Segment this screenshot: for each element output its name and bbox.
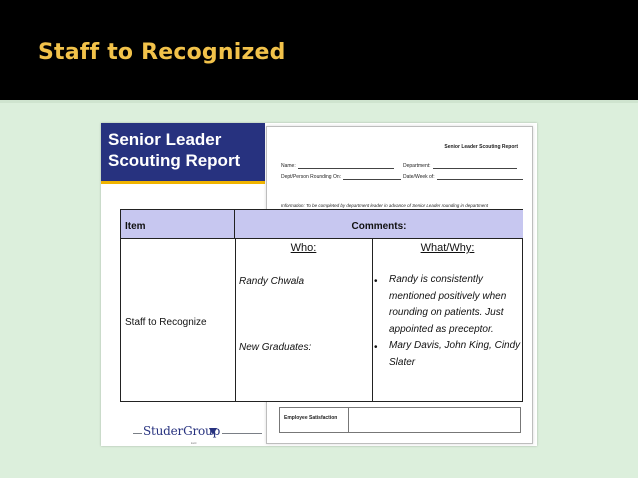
department-underline [433,163,517,169]
dept-rounding-underline [343,174,401,180]
employee-satisfaction-divider [348,408,349,432]
what-entry-1: Randy is consistently mentioned positively when rounding on patients. Just appointed as preceptor. [389,274,507,335]
subheader-who: Who: [290,242,317,254]
slide-title: Staff to Recognized [38,40,286,65]
report-header-banner [101,123,265,181]
document-instructions: Information: To be completed by department leader in advance of Senior Leader rounding in department [281,203,488,208]
recognition-table [120,209,523,402]
report-header-title [108,129,262,171]
date-underline [437,174,523,180]
department-field [403,163,517,169]
logo-triangle-icon [209,428,217,435]
logo-tagline: LLC [191,441,197,445]
name-field [281,163,394,169]
table-header-item: Item [121,210,235,239]
subheader-what-why: What/Why: [420,242,475,254]
bullet-marker-2: • [374,342,378,353]
what-entry-2: Mary Davis, John King, Cindy Slater [389,340,521,368]
report-header-title-line1: Senior Leader [108,130,222,149]
who-entry-2: New Graduates: [239,342,312,353]
row-label-staff-to-recognize: Staff to Recognize [125,317,207,328]
document-title: Senior Leader Scouting Report [444,144,518,150]
who-entry-1: Randy Chwala [239,276,305,287]
title-bar [0,0,638,103]
report-header-title-line2: Scouting Report [108,151,241,170]
dept-rounding-field [281,174,401,180]
employee-satisfaction-row [279,407,521,433]
department-label: Department: [403,163,431,169]
logo-line-right [222,433,262,434]
table-header-comments: Comments: [235,210,523,239]
column-divider-item [235,239,236,402]
column-divider-comments [372,239,373,402]
bullet-marker-1: • [374,276,378,287]
name-label: Name: [281,163,296,169]
name-underline [298,163,394,169]
studergroup-logo: StuderGroup [143,424,221,438]
employee-satisfaction-label: Employee Satisfaction [284,415,338,421]
logo-line-left [133,433,142,434]
report-header-accent-line [101,181,265,184]
date-field [403,174,523,180]
date-label: Date/Week of: [403,174,435,180]
dept-rounding-label: Dept/Person Rounding On: [281,174,342,180]
